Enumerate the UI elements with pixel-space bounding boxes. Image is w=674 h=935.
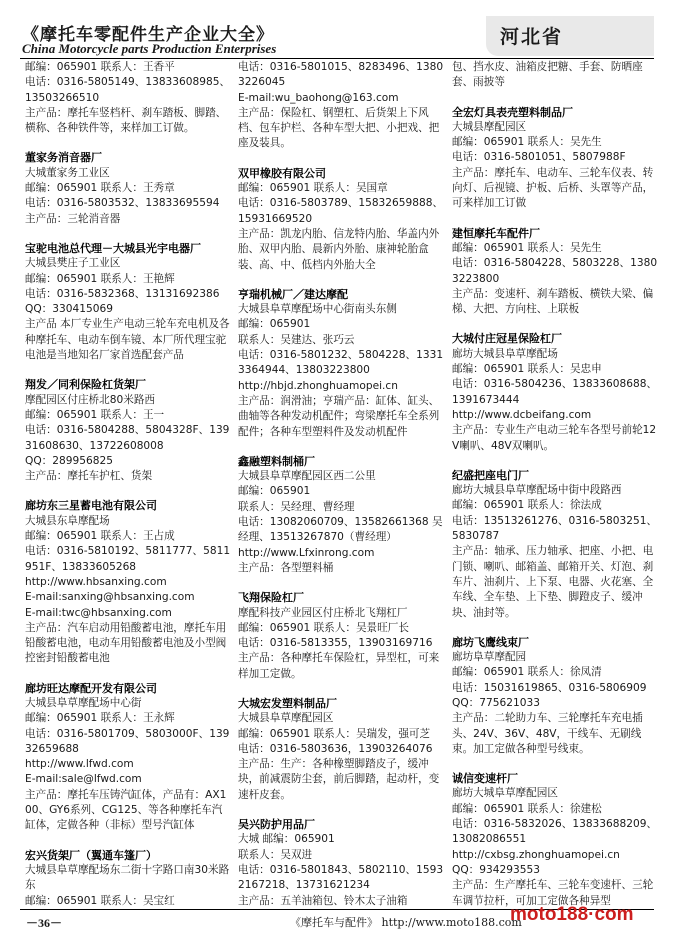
entry-detail-line: 邮编：065901 联系人：王艳辉 [25,272,175,285]
company-name: 宝驼电池总代理－大城县光宇电器厂 [25,241,201,255]
entry-detail-line: 包、挡水皮、油箱皮把糖、手套、防晒座套、雨披等 [452,61,643,89]
entry-detail-line: 邮编：065901 联系人：王占成 [25,530,175,543]
entry-detail-line: 大城县阜草摩配园区 [238,712,334,725]
company-name: 吴兴防护用品厂 [238,818,315,832]
directory-column-3 [452,60,658,923]
company-entry [238,454,444,576]
entry-detail-line: 电话：0316-5803789、15832659888、15931669520 [238,197,444,225]
company-name: 董家务消音器厂 [25,151,102,165]
contact-link[interactable]: E-mail:sanxing@hbsanxing.com [25,591,195,604]
entry-detail-line: 邮编：065901 联系人：王香平 [25,61,175,73]
entry-detail-line: 摩配科技产业园区付庄桥北飞翔杠厂 [238,606,408,619]
entry-detail-line: 主产品：凯龙内胎、信龙特内胎、华盖内外胎、双甲内胎、晨新内外胎、康神轮胎盒装、高、中、低档内外胎大全 [238,227,440,271]
company-name: 建恒摩托车配件厂 [452,226,540,240]
entry-detail-line: 廊坊大城阜草摩配园区 [452,787,558,800]
company-entry [25,498,231,666]
entry-detail-line: 邮编：065901 联系人：王永辉 [25,712,175,725]
contact-link[interactable]: http://cxbsg.zhonghuamopei.cn [452,848,620,861]
entry-detail-line: 邮编：065901 联系人：徐建松 [452,802,602,815]
entry-detail-line: 电话：0316-5813355，13903169716 [238,637,433,650]
entry-detail-line: 联系人：吴双进 [238,848,313,861]
entry-detail-line: 邮编：065901 联系人：吴瑞发，强可芝 [238,727,431,740]
company-name: 飞翔保险杠厂 [238,591,304,605]
company-name: 大城宏发塑料制品厂 [238,696,337,710]
entry-detail-line: 邮编：065901 联系人：吴先生 [452,136,602,149]
company-name: 诚信变速杆厂 [452,772,518,786]
company-entry [452,226,658,318]
entry-detail-line: QQ：934293553 [452,863,540,876]
entry-detail-line: 主产品：保险杠、钢塑杠、后货架上下风档、包车护栏、各种车型大把、小把戏、把座及装具。 [238,106,440,150]
company-entry [238,696,444,803]
contact-link[interactable]: http://www.hbsanxing.com [25,575,167,588]
entry-detail-line: 大城县东阜摩配场 [25,514,110,527]
entry-detail-line: 邮编：065901 联系人：吴宝红 [25,894,175,907]
entry-detail-line: 主产品：二轮助力车、三轮摩托车充电插头、24V、36V、48V，干线车、无刷线束。加工定做各种型号线束。 [452,712,643,755]
company-name: 廊坊东三星蓄电池有限公司 [25,499,157,513]
entry-detail-line: 主产品 本厂专业生产电动三轮车充电机及各种摩托车、电动车倒车镜、本厂所代理宝驼电池是当地知名厂家首选配套产品 [25,318,230,362]
company-entry [238,60,444,152]
company-name: 大城付庄冠星保险杠厂 [452,332,562,346]
entry-detail-line: 电话：0316-5801709、5803000F、13932659688 [25,727,230,755]
entry-detail-line: 邮编：065901 联系人：王秀章 [25,182,175,195]
entry-detail-line: 主产品：润滑油；亨瑞产品：缸体、缸头、曲轴等各种发动机配件；弯梁摩托车全系列配件；各种车型塑料件及发动机配件 [238,394,440,438]
entry-detail-line: QQ：330415069 [25,303,113,316]
entry-detail-line: 主产品：汽车启动用铅酸蓄电池，摩托车用铅酸蓄电池，电动车用铅酸蓄电池及小型阀控密封铅酸蓄电池 [25,621,227,665]
company-name: 翔发／同利保险杠货架厂 [25,378,146,392]
directory-column-1 [25,60,231,923]
company-name: 宏兴货架厂（翼通车篷厂） [25,848,157,862]
entry-detail-line: 主产品：生产摩托车、三轮车变速杆、三轮车调节拉杆，可加工定做各种异型 [452,879,654,907]
contact-link[interactable]: http://www.lfwd.com [25,758,134,771]
company-name: 廊坊飞鹰线束厂 [452,635,529,649]
entry-detail-line: 主产品：轴承、压力轴承、把座、小把、电门锁、喇叭、邮箱盖、邮箱开关、灯泡、刹车片、油刹片、上下泵、电器、火花塞、全车线、全车垫、上下垫、脚蹬皮子、缓冲块、油封等。 [452,545,654,619]
company-entry [238,590,444,682]
company-name: 亨瑞机械厂／建达摩配 [238,287,348,301]
entry-detail-line: 摩配园区付庄桥北80米路西 [25,393,156,406]
entry-detail-line: 电话：15031619865、0316-5806909 [452,681,647,694]
entry-detail-line: 邮编：065901 联系人：徐法成 [452,499,602,512]
company-name: 鑫融塑料制桶厂 [238,454,315,468]
company-name: 廊坊旺达摩配开发有限公司 [25,681,157,695]
company-entry [452,105,658,212]
entry-detail-line: 大城董家务工业区 [25,166,110,179]
entry-detail-line: 联系人：吴经理、曹经理 [238,500,355,513]
company-entry [452,635,658,757]
entry-detail-line: 邮编：065901 [238,318,311,331]
directory-column-2 [238,60,444,923]
company-entry [452,468,658,621]
contact-link[interactable]: E-mail:sale@lfwd.com [25,773,142,786]
entry-detail-line: 主产品：三轮消音器 [25,212,121,225]
company-name: 双甲橡胶有限公司 [238,166,326,180]
company-entry [452,60,658,91]
entry-detail-line: 主产品：摩托车护杠、货架 [25,470,153,483]
book-subtitle: China Motorcycle parts Production Enterprises [22,41,277,56]
entry-detail-line: 邮编：065901 联系人：吴景旺厂长 [238,621,409,634]
company-entry [238,166,444,273]
entry-detail-line: 电话：0316-5810192、5811777、5811951F、13833605268 [25,545,231,573]
page-number: －36－ [26,916,63,930]
entry-detail-line: 大城县樊庄子工业区 [25,257,121,270]
company-name: 全宏灯具表壳塑料制品厂 [452,105,573,119]
entry-detail-line: 电话：0316-5804288、5804328F、13931608630、13722608008 [25,424,230,452]
entry-detail-line: QQ：289956825 [25,454,113,467]
entry-detail-line: 大城县阜草摩配场东二街十字路口南30米路东 [25,863,230,892]
entry-detail-line: QQ：775621033 [452,696,540,709]
entry-detail-line: 电话：0316-5805149、13833608985、13503266510 [25,76,231,104]
contact-link[interactable]: http://www.Lfxinrong.com [238,546,375,559]
entry-detail-line: 联系人：吴建达、张巧云 [238,333,355,346]
entry-detail-line: 邮编：065901 联系人：徐凤清 [452,666,602,679]
company-entry [238,287,444,440]
company-entry [452,331,658,453]
entry-detail-line: 主产品：摩托车、电动车、三轮车仪表、转向灯、后视镜、护板、后桥、头罩等产品，可来样加工订做 [452,166,654,210]
company-entry [238,817,444,909]
entry-detail-line: 电话：0316-5801843、5802110、15932167218、13731621234 [238,863,444,892]
entry-detail-line: 邮编：065901 联系人：王一 [25,408,165,421]
entry-detail-line: 大城县阜草摩配场中心街 [25,696,142,709]
entry-detail-line: 电话：0316-5803532、13833695594 [25,197,220,210]
entry-detail-line: 主产品：摩托车竖档杆、刹车踏板、脚踏、横称、各种铁件等，来样加工订做。 [25,106,227,135]
book-title: 《摩托车零配件生产企业大全》 [22,25,274,45]
company-name: 纪盛把座电门厂 [452,468,529,482]
entry-detail-line: 主产品：摩托车压铸汽缸体，产品有：AX100、GY6系列、CG125、等各种摩托车汽缸体，定做各种（非标）型号汽缸体 [25,788,227,832]
entry-detail-line: 邮编：065901 联系人：吴忠申 [452,363,602,376]
watermark: moto188·com [510,904,634,925]
entry-detail-line: 电话：0316-5804228、5803228、13803223800 [452,257,658,285]
entry-detail-line: 大城 邮编：065901 [238,833,335,846]
entry-detail-line: 电话：13513261276、0316-5803251、5830787 [452,514,658,543]
entry-detail-line: 廊坊大城县阜草摩配场 [452,347,558,360]
province-label: 河北省 [500,26,564,48]
entry-detail-line: 邮编：065901 联系人：吴先生 [452,241,602,254]
company-entry [25,150,231,226]
entry-detail-line: 电话：0316-5801015、8283496、13803226045 [238,61,444,89]
company-entry [452,771,658,909]
entry-detail-line: 邮编：065901 联系人：吴国章 [238,182,388,195]
company-entry [25,241,231,363]
footer-title: 《摩托车与配件》 http://www.moto188.com [290,916,522,929]
entry-detail-line: 邮编：065901 [238,485,311,498]
entry-detail-line: 主产品：各型塑料桶 [238,561,334,574]
page-header [0,0,674,56]
entry-detail-line: 大城县摩配园区 [452,120,527,133]
company-entry [25,681,231,834]
contact-link[interactable]: E-mail:wu_baohong@163.com [238,91,399,104]
entry-detail-line: 主产品：五羊油箱包、铃木太子油箱 [238,894,408,907]
entry-detail-line: 电话：0316-5832026、13833688209、13082086551 [452,818,658,846]
entry-detail-line: 电话：0316-5801051、5807988F [452,151,626,164]
entry-detail-line: 电话：0316-5803636，13903264076 [238,742,433,755]
entry-detail-line: 主产品：专业生产电动三轮车各型号前轮12V喇叭、48V双喇叭。 [452,424,657,452]
entry-detail-line: 大城县阜草摩配园区西二公里 [238,470,376,483]
entry-detail-line: 主产品：生产：各种橡塑脚踏皮子，缓冲块，前减震防尘套，前后脚踏，起动杆，变速杆皮套。 [238,758,440,801]
header-divider [20,58,654,59]
entry-detail-line: 电话：0316-5801232、5804228、13313364944、13803223800 [238,349,444,377]
entry-detail-line: 廊坊阜草摩配园 [452,651,527,664]
company-entry [25,377,231,484]
entry-detail-line: 电话：0316-5804236、13833608688、1391673444 [452,378,658,406]
entry-detail-line: 电话：0316-5832368、13131692386 [25,287,220,300]
entry-detail-line: 廊坊大城县阜草摩配场中街中段路西 [452,484,622,497]
contact-link[interactable]: http://www.dcbeifang.com [452,408,592,421]
company-entry [25,60,231,136]
entry-detail-line: 大城县阜草摩配场中心街南头东侧 [238,303,397,316]
entry-detail-line: 电话：13082060709、13582661368 吴经理、13513267870（曹经理） [238,516,443,544]
contact-link[interactable]: http://hbjd.zhonghuamopei.cn [238,379,398,392]
contact-link[interactable]: E-mail:twc@hbsanxing.com [25,606,172,619]
entry-detail-line: 主产品：各种摩托车保险杠，异型杠，可来样加工定做。 [238,652,440,680]
entry-detail-line: 主产品：变速杆、刹车踏板、横铁大梁、偏梯、大把、方向柱、上联板 [452,287,654,316]
